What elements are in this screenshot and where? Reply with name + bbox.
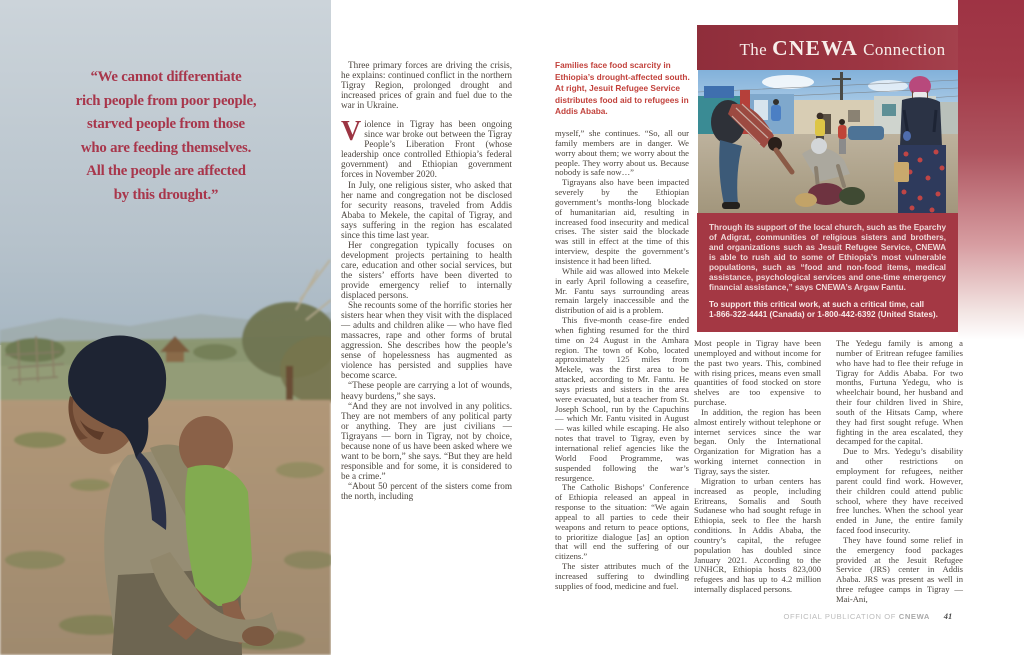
cta-line-2: 1-866-322-4441 (Canada) or 1-800-442-6392 (United States). bbox=[709, 310, 938, 319]
pull-quote-line: starved people from those bbox=[87, 116, 245, 132]
street-scene-illustration bbox=[698, 70, 958, 213]
article-column-2 bbox=[555, 129, 689, 592]
paragraph: Migration to urban centers has increased as people, including Eritreans, Somalis and South Sudanese who had sought refuge in Ethiopia, seek to flee the harsh conditions. In Addis Ababa, the country’s capital, the refugee population has doubled since January 2021. According to the UNHCR, Ethiopia hosts 823,000 refugees and has up to 4.2 million internally displaced persons. bbox=[694, 475, 821, 595]
paragraph: Tigrayans also have been impacted severely by the Ethiopian government’s months-long blockade of humanitarian aid, resulting in increased food insecurity and medical crises. The sister said the blockade was still in effect at the time of this interview, despite the government’s insistence it had been lifted. bbox=[555, 177, 689, 266]
title-tail: Connection bbox=[863, 40, 946, 59]
paragraph: The Yedegu family is among a number of Eritrean refugee families who have had to flee their refuge in Tigray for Addis Ababa. For two months, Furtuna Yedegu, who is wheelchair bound, her husband and their four children lived in Shire, south of the Hitsats Camp, where they had first sought refuge. When fighting in the area escalated, they decamped for the capital. bbox=[836, 338, 963, 447]
dropcap-letter: V bbox=[341, 116, 362, 148]
page-number: 41 bbox=[943, 611, 953, 621]
article-column-1 bbox=[341, 60, 512, 501]
pull-quote-line: who are feeding themselves. bbox=[80, 139, 252, 156]
paragraph: She recounts some of the horrific stories her sisters hear when they visit with the displaced — adults and children alike — who have fled massacres, rape and other forms of brutal aggression. She describes how the people’s sense of hopelessness has augmented as violence has persisted and supplies have become scarce. bbox=[341, 300, 512, 381]
cta-line-1: To support this critical work, at such a critical time, call bbox=[709, 300, 925, 309]
title-brand: CNEWA bbox=[772, 36, 859, 60]
paragraph: The sister attributes much of the increased suffering to dwindling supplies of food, medicine and fuel. bbox=[555, 561, 689, 591]
cnewa-section-title bbox=[697, 30, 988, 66]
pull-quote-line: “We cannot differentiate bbox=[90, 69, 242, 85]
pull-quote-line: All the people are affected bbox=[86, 163, 246, 179]
footer-brand: CNEWA bbox=[898, 612, 930, 621]
info-box-cta bbox=[709, 300, 946, 320]
paragraph: “These people are carrying a lot of wounds, heavy burdens,” she says. bbox=[341, 380, 512, 401]
paragraph-text: iolence in Tigray has been ongoing since war broke out between the Tigray People’s Liberation Front (whose leadership once controlled Ethiopia’s federal government) and Ethiopian government forces in November 2020. bbox=[341, 119, 512, 180]
paragraph: While aid was allowed into Mekele in early April following a ceasefire, Mr. Fantu says surrounding areas remain largely inaccessible and the distribution of aid is a problem. bbox=[555, 265, 689, 316]
pull-quote-line: by this drought.” bbox=[113, 186, 219, 203]
photo-caption: Families face food scarcity in Ethiopia’s drought-affected south. At right, Jesuit Refugee Service distributes food aid to refugees in Addis Ababa. bbox=[555, 60, 690, 116]
footer-publication-text: OFFICIAL PUBLICATION OF bbox=[783, 612, 897, 621]
paragraph-dropcap bbox=[341, 116, 512, 180]
article-column-4 bbox=[836, 339, 963, 605]
paragraph: Due to Mrs. Yedegu’s disability and other restrictions on employment for refugees, neither parent could find work. However, their children could attend public school, where they have received free lunches. When the school year ended in June, the entire family faced food insecurity. bbox=[836, 446, 963, 536]
cnewa-info-box bbox=[697, 213, 958, 332]
paragraph: This five-month cease-fire ended when fighting resumed for the third time on 24 August in the Amhara region. The town of Kobo, located approximately 125 miles from Mekele, was the first area to be attacked, according to Mr. Fantu. He says priests and sisters in the area were evacuated, but a teacher from St. Joseph School, run by the Capuchins — which Mr. Fantu visited in August — was killed while escaping. He also notes that travel to Tigray, even by international relief agencies like the World Food Programme, was suspended following the war’s resurgence. bbox=[555, 315, 689, 483]
cnewa-photo bbox=[698, 70, 958, 213]
paragraph: Three primary forces are driving the crisis, he explains: continued conflict in the northern Tigray Region, prolonged drought and increased prices of grain and fuel due to the war in Ukraine. bbox=[341, 60, 512, 111]
title-the: The bbox=[739, 40, 768, 59]
paragraph: Most people in Tigray have been unemployed and without income for the past two years. This, combined with rising prices, means even small quantities of food stocked on store shelves are too expensive to purchase. bbox=[694, 338, 821, 408]
pull-quote-line: rich people from poor people, bbox=[75, 92, 257, 109]
paragraph: In addition, the region has been almost entirely without telephone or internet services since the war began. Only the International Organization for Migration has a working internet connection in Tigray, says the sister. bbox=[694, 406, 821, 476]
info-box-text: Through its support of the local church, such as the Eparchy of Adigrat, communities of religious sisters and brothers, and organizations such as Jesuit Refugee Service, CNEWA is able to rush aid to some of Ethiopia’s most vulnerable populations, such as “food and non-food items, medical assistance, psychological services and one-time emergency financial assistance,” says CNEWA’s Argaw Fantu. bbox=[709, 223, 947, 292]
paragraph: The Catholic Bishops’ Conference of Ethiopia released an appeal in response to the situation: “We again appeal to all parties to cede their weapons and return to peace options, to prioritize dialogue [as] an option that will end the suffering of our citizens.” bbox=[555, 482, 689, 562]
article-column-3 bbox=[694, 339, 821, 595]
paragraph: “And they are not involved in any politics. They are not members of any political party or anything. They are just civilians — Tigrayans — born in Tigray, not by choice, because none of us have been asked where we want to be born,” she says. “But they are held responsible and for some, it is considered to be a crime.” bbox=[341, 400, 512, 481]
paragraph: “About 50 percent of the sisters come from the north, including bbox=[341, 480, 512, 501]
paragraph: myself,” she continues. “So, all our family members are in danger. We worry about them; we worry about the people. They worry about us. Because nobody is safe now…” bbox=[555, 128, 689, 178]
paragraph: Her congregation typically focuses on development projects pertaining to health care, education and other social services, but the sisters’ efforts have been diverted to provide emergency relief to internally displaced persons. bbox=[341, 239, 512, 301]
paragraph: They have found some relief in the emergency food packages provided at the Jesuit Refugee Service (JRS) center in Addis Ababa. JRS was present as well in three refugee camps in Tigray — Mai-Ani, bbox=[836, 534, 963, 604]
left-page-photo bbox=[0, 0, 331, 655]
paragraph: In July, one religious sister, who asked that her name and congregation not be disclosed for security reasons, traveled from Addis Ababa to Mekele, the capital of Tigray, and says suffering in the region has escalated since this time last year. bbox=[341, 179, 512, 240]
pull-quote bbox=[18, 66, 314, 207]
footer bbox=[700, 612, 930, 621]
